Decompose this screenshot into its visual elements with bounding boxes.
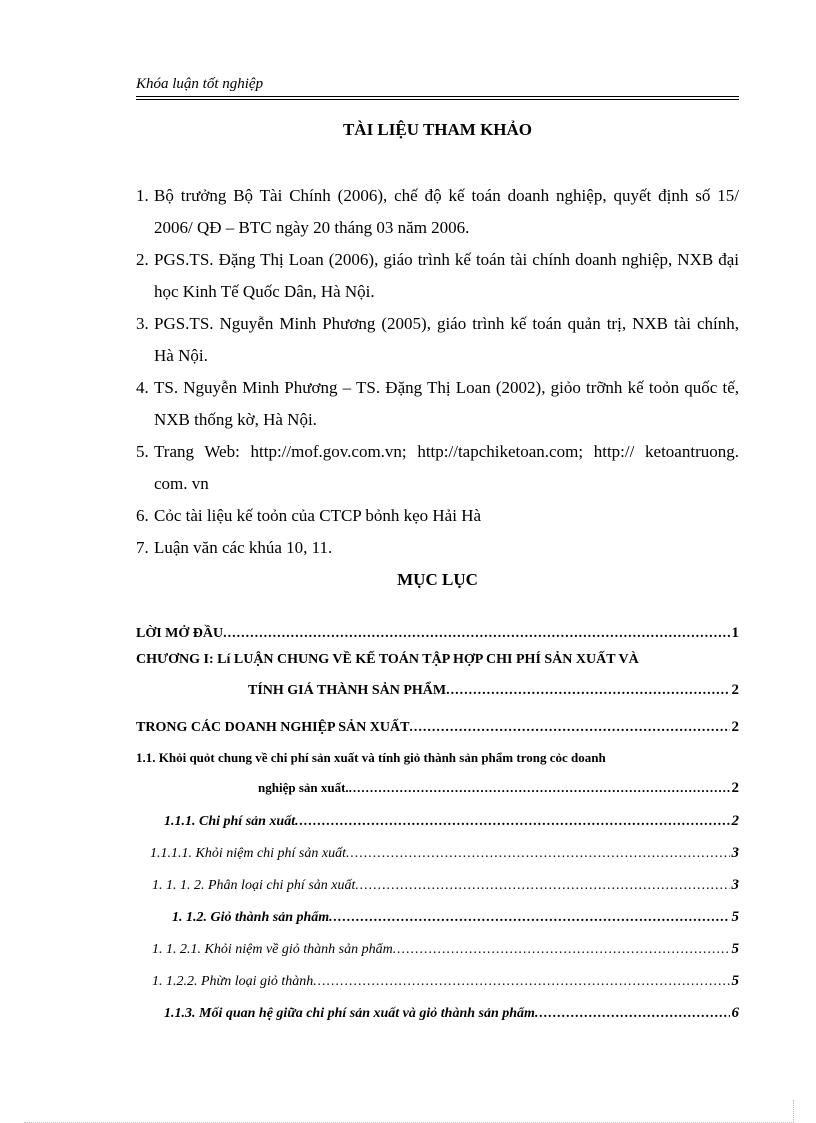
reference-item xyxy=(136,372,739,436)
toc-entry-page: 3 xyxy=(731,845,739,861)
header-rule-top xyxy=(136,96,739,97)
toc-leader-dots xyxy=(355,870,729,902)
toc-entry[interactable] xyxy=(136,869,739,901)
reference-text: Cỏc tài liệu kế toỏn của CTCP bỏnh kẹo Hải Hà xyxy=(154,506,482,525)
toc-entry[interactable] xyxy=(136,901,739,933)
toc-entry[interactable] xyxy=(136,965,739,997)
reference-number: 6. xyxy=(136,506,149,525)
toc-entry-label: 1.1.3. Mối quan hệ giữa chi phí sản xuất và giỏ thành sản phẩm xyxy=(164,1006,535,1021)
toc-entry-line1: 1.1. Khỏi quỏt chung về chi phí sản xuất và tính giỏ thành sản phẩm trong cỏc doanh xyxy=(136,750,606,765)
toc-leader-dots xyxy=(446,672,729,710)
toc-entry-label: TRONG CÁC DOANH NGHIỆP SẢN XUẤT xyxy=(136,720,410,735)
header-rule-bottom xyxy=(136,99,739,100)
toc-entry-line1: CHƯƠNG I: Lí LUẬN CHUNG VỀ KẾ TOÁN TẬP HỢP CHI PHÍ SẢN XUẤT VÀ xyxy=(136,652,639,667)
reference-number: 2. xyxy=(136,250,149,269)
toc-leader-dots xyxy=(393,934,730,966)
toc-entry-label: 1. 1.2.2. Phừn loại giỏ thành xyxy=(152,974,314,989)
toc-entry[interactable] xyxy=(136,671,739,709)
toc-title: MỤC LỤC xyxy=(397,570,478,589)
toc-entry-label: TÍNH GIÁ THÀNH SẢN PHẨM xyxy=(248,683,447,698)
toc-entry-label: nghiệp sản xuất. xyxy=(258,780,349,795)
reference-text: Trang Web: http://mof.gov.com.vn; http://tapchiketoan.com; http:// ketoantruong. com. vn xyxy=(154,442,739,493)
table-of-contents xyxy=(136,625,739,1029)
toc-entry-page: 2 xyxy=(731,719,739,735)
reference-text: PGS.TS. Nguyễn Minh Phương (2005), giáo trình kế toán quản trị, NXB tài chính, Hà Nội. xyxy=(154,314,739,365)
reference-number: 4. xyxy=(136,378,149,397)
reference-text: Luận văn các khúa 10, 11. xyxy=(154,538,333,557)
reference-number: 3. xyxy=(136,314,149,333)
toc-entry-page: 5 xyxy=(731,909,739,925)
toc-entry-label: 1.1.1. Chi phí sản xuất xyxy=(164,814,296,829)
toc-entry-label: 1. 1.2. Giỏ thành sản phẩm xyxy=(172,910,330,925)
toc-entry-page: 5 xyxy=(731,941,739,957)
reference-number: 5. xyxy=(136,442,149,461)
toc-entry-page: 6 xyxy=(731,1005,739,1021)
toc-entry[interactable] xyxy=(136,997,739,1029)
toc-entry-label: 1.1.1.1. Khỏi niệm chi phí sản xuất xyxy=(150,846,346,861)
toc-entry-page: 3 xyxy=(731,877,739,893)
reference-item xyxy=(136,500,739,532)
toc-entry-page: 1 xyxy=(731,625,739,641)
reference-number: 7. xyxy=(136,538,149,557)
reference-text: Bộ trưởng Bộ Tài Chính (2006), chế độ kế toán doanh nghiệp, quyết định số 15/ 2006/ QĐ – BTC ngày 20 tháng 03 năm 2006. xyxy=(154,186,739,237)
toc-entry-label: 1. 1. 1. 2. Phân loại chi phí sản xuất xyxy=(152,878,356,893)
reference-item xyxy=(136,244,739,308)
toc-leader-dots xyxy=(329,902,729,934)
reference-text: PGS.TS. Đặng Thị Loan (2006), giáo trình kế toán tài chính doanh nghiệp, NXB đại học Kinh Tế Quốc Dân, Hà Nội. xyxy=(154,250,739,301)
toc-entry[interactable] xyxy=(136,771,739,805)
references-list xyxy=(136,180,739,564)
toc-entry-label: 1. 1. 2.1. Khỏi niệm về giỏ thành sản phẩm xyxy=(152,942,393,957)
toc-leader-dots xyxy=(349,771,730,805)
references-title: TÀI LIỆU THAM KHẢO xyxy=(342,120,533,139)
toc-entry-label: LỜI MỞ ĐẦU xyxy=(136,626,224,641)
toc-leader-dots xyxy=(313,966,729,998)
toc-leader-dots xyxy=(223,626,729,642)
page-corner-edge xyxy=(793,1100,794,1122)
page-header: Khóa luận tốt nghiệp xyxy=(136,76,264,92)
toc-entry[interactable] xyxy=(136,837,739,869)
reference-number: 1. xyxy=(136,186,149,205)
reference-item xyxy=(136,532,739,564)
toc-entry[interactable] xyxy=(136,933,739,965)
reference-item xyxy=(136,180,739,244)
toc-entry-page: 2 xyxy=(731,813,739,829)
toc-leader-dots xyxy=(535,998,730,1030)
toc-entry-page: 2 xyxy=(731,780,739,796)
toc-entry-page: 2 xyxy=(731,682,739,698)
reference-text: TS. Nguyễn Minh Phương – TS. Đặng Thị Loan (2002), giỏo trỡnh kế toỏn quốc tế, NXB thống kờ, Hà Nội. xyxy=(154,378,739,429)
toc-entry[interactable] xyxy=(136,805,739,837)
toc-entry[interactable] xyxy=(136,709,739,745)
toc-leader-dots xyxy=(346,838,730,870)
reference-item xyxy=(136,308,739,372)
toc-entry[interactable] xyxy=(136,625,739,649)
toc-leader-dots xyxy=(295,806,729,838)
toc-entry-page: 5 xyxy=(731,973,739,989)
toc-leader-dots xyxy=(409,710,729,746)
reference-item xyxy=(136,436,739,500)
